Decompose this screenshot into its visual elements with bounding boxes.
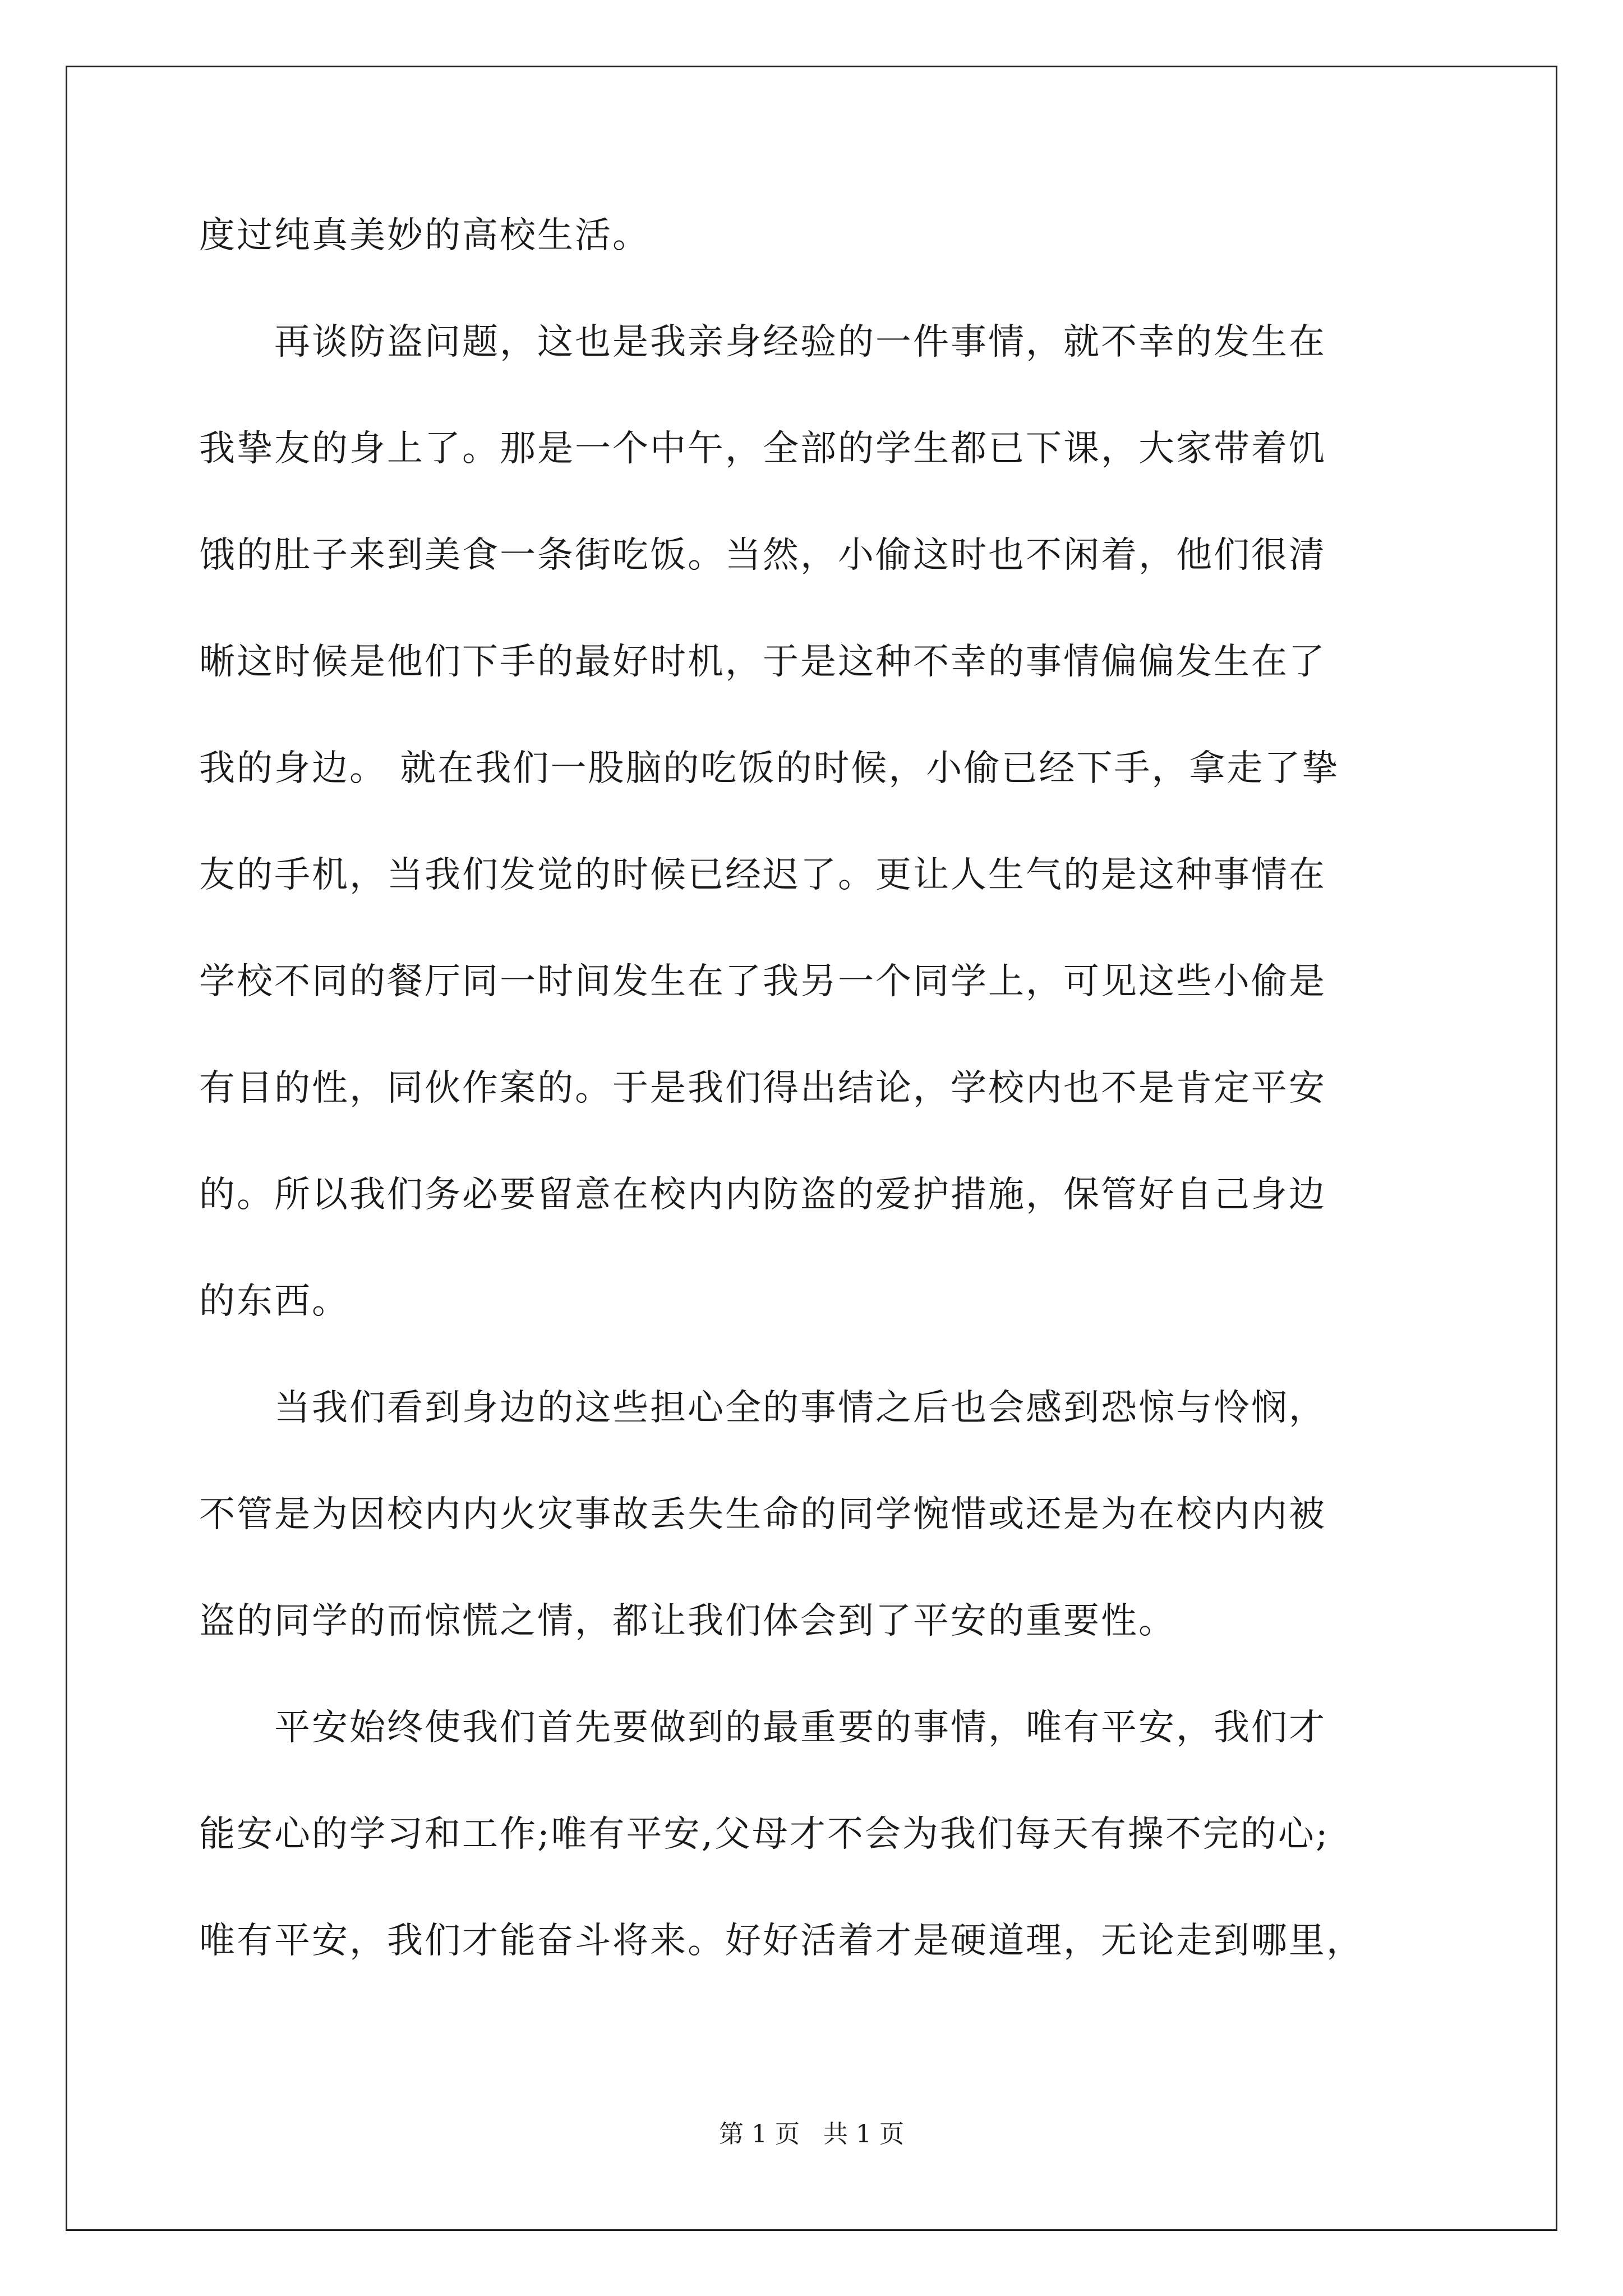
document-body (199, 210, 1427, 2022)
text-line: 当我们看到身边的这些担心全的事情之后也会感到恐惊与怜悯， (199, 1387, 1326, 1429)
text-line: 不管是为因校内内火灾事故丢失生命的同学惋惜或还是为在校内内被 (199, 1494, 1326, 1535)
text-line: 度过纯真美妙的高校生活。 (199, 215, 650, 256)
text-line: 唯有平安，我们才能奋斗将来。好好活着才是硬道理，无论走到哪里， (199, 1920, 1364, 1962)
text-line: 平安始终使我们首先要做到的最重要的事情，唯有平安，我们才 (199, 1707, 1326, 1749)
text-line: 的东西。 (199, 1281, 349, 1322)
text-line: 我的身边。 就在我们一股脑的吃饭的时候，小偷已经下手，拿走了挚 (199, 748, 1340, 789)
text-line: 友的手机，当我们发觉的时候已经迟了。更让人生气的是这种事情在 (199, 854, 1326, 896)
text-line: 盗的同学的而惊慌之情，都让我们体会到了平安的重要性。 (199, 1600, 1176, 1642)
text-line: 有目的性，同伙作案的。于是我们得出结论，学校内也不是肯定平安 (199, 1068, 1326, 1109)
page-number-footer: 第 1 页 共 1 页 (719, 2120, 904, 2148)
text-line: 晰这时候是他们下手的最好时机，于是这种不幸的事情偏偏发生在了 (199, 641, 1326, 683)
text-line: 再谈防盗问题，这也是我亲身经验的一件事情，就不幸的发生在 (199, 321, 1326, 363)
text-line: 学校不同的餐厅同一时间发生在了我另一个同学上，可见这些小偷是 (199, 961, 1326, 1002)
text-line: 我挚友的身上了。那是一个中午，全部的学生都已下课，大家带着饥 (199, 428, 1326, 470)
text-line: 饿的肚子来到美食一条街吃饭。当然，小偷这时也不闲着，他们很清 (199, 535, 1326, 576)
text-line: 的。所以我们务必要留意在校内内防盗的爱护措施，保管好自己身边 (199, 1174, 1326, 1216)
text-line: 能安心的学习和工作;唯有平安,父母才不会为我们每天有操不完的心; (199, 1814, 1330, 1855)
